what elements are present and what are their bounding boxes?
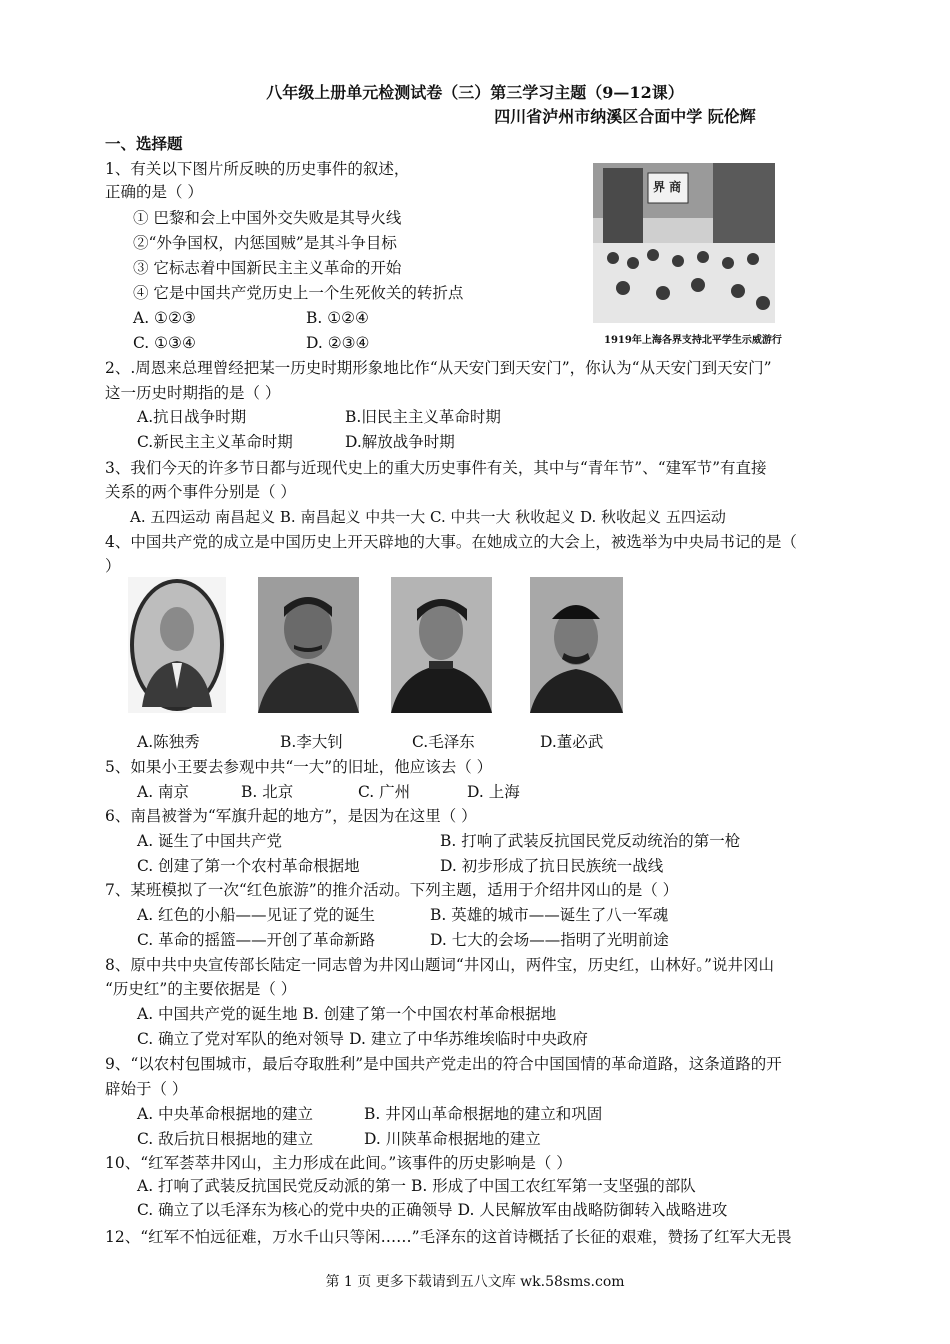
q9-stem-line1: 9、“以农村包围城市，最后夺取胜利”是中国共产党走出的符合中国国情的革命道路，这条道路的开 xyxy=(105,1055,782,1073)
protest-sign-text: 界 商 xyxy=(653,180,682,194)
portrait-a-drawing xyxy=(128,577,226,713)
q8-stem-line1: 8、原中共中央宣传部长陆定一同志曾为井冈山题词“井冈山，两件宝，历史红，山林好。”说井冈山 xyxy=(105,956,774,974)
portrait-c-drawing xyxy=(391,577,492,713)
q5-option-b: B. 北京 xyxy=(241,783,294,801)
portrait-d-drawing xyxy=(530,577,623,713)
q3-stem-line1: 3、我们今天的许多节日都与近现代史上的重大历史事件有关，其中与“青年节”、“建军节”有直接 xyxy=(105,459,767,477)
q8-stem-line2: “历史红”的主要依据是（ ） xyxy=(105,980,297,998)
q9-option-c: C. 敌后抗日根据地的建立 xyxy=(137,1130,314,1148)
q1-statement-4: ④ 它是中国共产党历史上一个生死攸关的转折点 xyxy=(133,284,464,302)
q5-option-a: A. 南京 xyxy=(137,783,190,801)
q6-option-a: A. 诞生了中国共产党 xyxy=(137,832,283,850)
section-heading: 一、选择题 xyxy=(105,134,183,153)
q2-stem-line1: 2、.周恩来总理曾经把某一历史时期形象地比作“从天安门到天安门”，你认为“从天安门到天安门” xyxy=(105,359,772,377)
q1-option-c: C. ①③④ xyxy=(133,334,196,352)
q4-stem-line1: 4、中国共产党的成立是中国历史上开天辟地的大事。在她成立的大会上，被选举为中央局书记的是（ xyxy=(105,533,797,551)
q1-statement-1: ① 巴黎和会上中国外交失败是其导火线 xyxy=(133,209,402,227)
protest-photo xyxy=(593,163,775,323)
protest-photo-drawing xyxy=(593,163,775,323)
page-footer: 第 1 页 更多下载请到五八文库 wk.58sms.com xyxy=(325,1274,625,1290)
q1-option-d: D. ②③④ xyxy=(306,334,370,352)
q1-statement-3: ③ 它标志着中国新民主主义革命的开始 xyxy=(133,259,402,277)
q2-option-c: C.新民主主义革命时期 xyxy=(137,433,293,451)
q4-option-c: C.毛泽东 xyxy=(412,733,475,751)
q1-stem-line2: 正确的是（ ） xyxy=(105,183,203,201)
q7-option-c: C. 革命的摇篮——开创了革命新路 xyxy=(137,931,376,949)
author-line: 四川省泸州市纳溪区合面中学 阮伦辉 xyxy=(494,107,756,126)
q7-stem: 7、某班模拟了一次“红色旅游”的推介活动。下列主题，适用于介绍井冈山的是（ ） xyxy=(105,881,679,899)
q4-stem-line2: ） xyxy=(105,557,121,575)
q10-options-cd: C. 确立了以毛泽东为核心的党中央的正确领导 D. 人民解放军由战略防御转入战略进攻 xyxy=(137,1201,728,1219)
q6-option-b: B. 打响了武装反抗国民党反动统治的第一枪 xyxy=(440,832,741,850)
q9-option-a: A. 中央革命根据地的建立 xyxy=(137,1105,314,1123)
q8-options-cd: C. 确立了党对军队的绝对领导 D. 建立了中华苏维埃临时中央政府 xyxy=(137,1030,588,1048)
q4-option-b: B.李大钊 xyxy=(280,733,343,751)
q1-option-b: B. ①②④ xyxy=(306,309,369,327)
q3-stem-line2: 关系的两个事件分别是（ ） xyxy=(105,483,296,501)
q4-option-d: D.董必武 xyxy=(540,733,604,751)
q5-option-c: C. 广州 xyxy=(358,783,411,801)
q7-option-d: D. 七大的会场——指明了光明前途 xyxy=(430,931,669,949)
portrait-mao-zedong xyxy=(391,577,492,713)
q10-options-ab: A. 打响了武装反抗国民党反动派的第一 B. 形成了中国工农红军第一支坚强的部队 xyxy=(137,1177,696,1195)
q6-stem: 6、南昌被誉为“军旗升起的地方”，是因为在这里（ ） xyxy=(105,807,477,825)
portrait-dong-biwu xyxy=(530,577,623,713)
q1-option-a: A. ①②③ xyxy=(133,309,196,327)
q9-stem-line2: 辟始于（ ） xyxy=(105,1080,188,1098)
q2-option-b: B.旧民主主义革命时期 xyxy=(345,408,501,426)
q4-option-a: A.陈独秀 xyxy=(137,733,200,751)
q1-statement-2: ②“外争国权，内惩国贼”是其斗争目标 xyxy=(133,234,397,252)
q1-stem-line1: 1、有关以下图片所反映的历史事件的叙述， xyxy=(105,160,410,178)
q6-option-d: D. 初步形成了抗日民族统一战线 xyxy=(440,857,664,875)
portrait-chen-duxiu xyxy=(128,577,226,713)
q5-option-d: D. 上海 xyxy=(467,783,520,801)
q3-options: A. 五四运动 南昌起义 B. 南昌起义 中共一大 C. 中共一大 秋收起义 D. 秋收起义 五四运动 xyxy=(130,508,726,526)
portrait-li-dazhao xyxy=(258,577,359,713)
q6-option-c: C. 创建了第一个农村革命根据地 xyxy=(137,857,360,875)
q7-option-a: A. 红色的小船——见证了党的诞生 xyxy=(137,906,376,924)
q9-option-b: B. 井冈山革命根据地的建立和巩固 xyxy=(364,1105,603,1123)
q12-stem: 12、“红军不怕远征难，万水千山只等闲……”毛泽东的这首诗概括了长征的艰难，赞扬了红军大无畏 xyxy=(105,1228,792,1246)
portrait-b-drawing xyxy=(258,577,359,713)
q8-options-ab: A. 中国共产党的诞生地 B. 创建了第一个中国农村革命根据地 xyxy=(137,1005,557,1023)
q5-stem: 5、如果小王要去参观中共“一大”的旧址，他应该去（ ） xyxy=(105,758,493,776)
exam-title: 八年级上册单元检测试卷（三）第三学习主题（9—12课） xyxy=(266,83,684,102)
photo-caption: 1919年上海各界支持北平学生示威游行 xyxy=(604,335,782,346)
q9-option-d: D. 川陕革命根据地的建立 xyxy=(364,1130,541,1148)
q10-stem: 10、“红军荟萃井冈山，主力形成在此间。”该事件的历史影响是（ ） xyxy=(105,1154,572,1172)
q7-option-b: B. 英雄的城市——诞生了八一军魂 xyxy=(430,906,669,924)
q2-stem-line2: 这一历史时期指的是（ ） xyxy=(105,384,281,402)
q2-option-a: A.抗日战争时期 xyxy=(137,408,247,426)
q2-option-d: D.解放战争时期 xyxy=(345,433,455,451)
